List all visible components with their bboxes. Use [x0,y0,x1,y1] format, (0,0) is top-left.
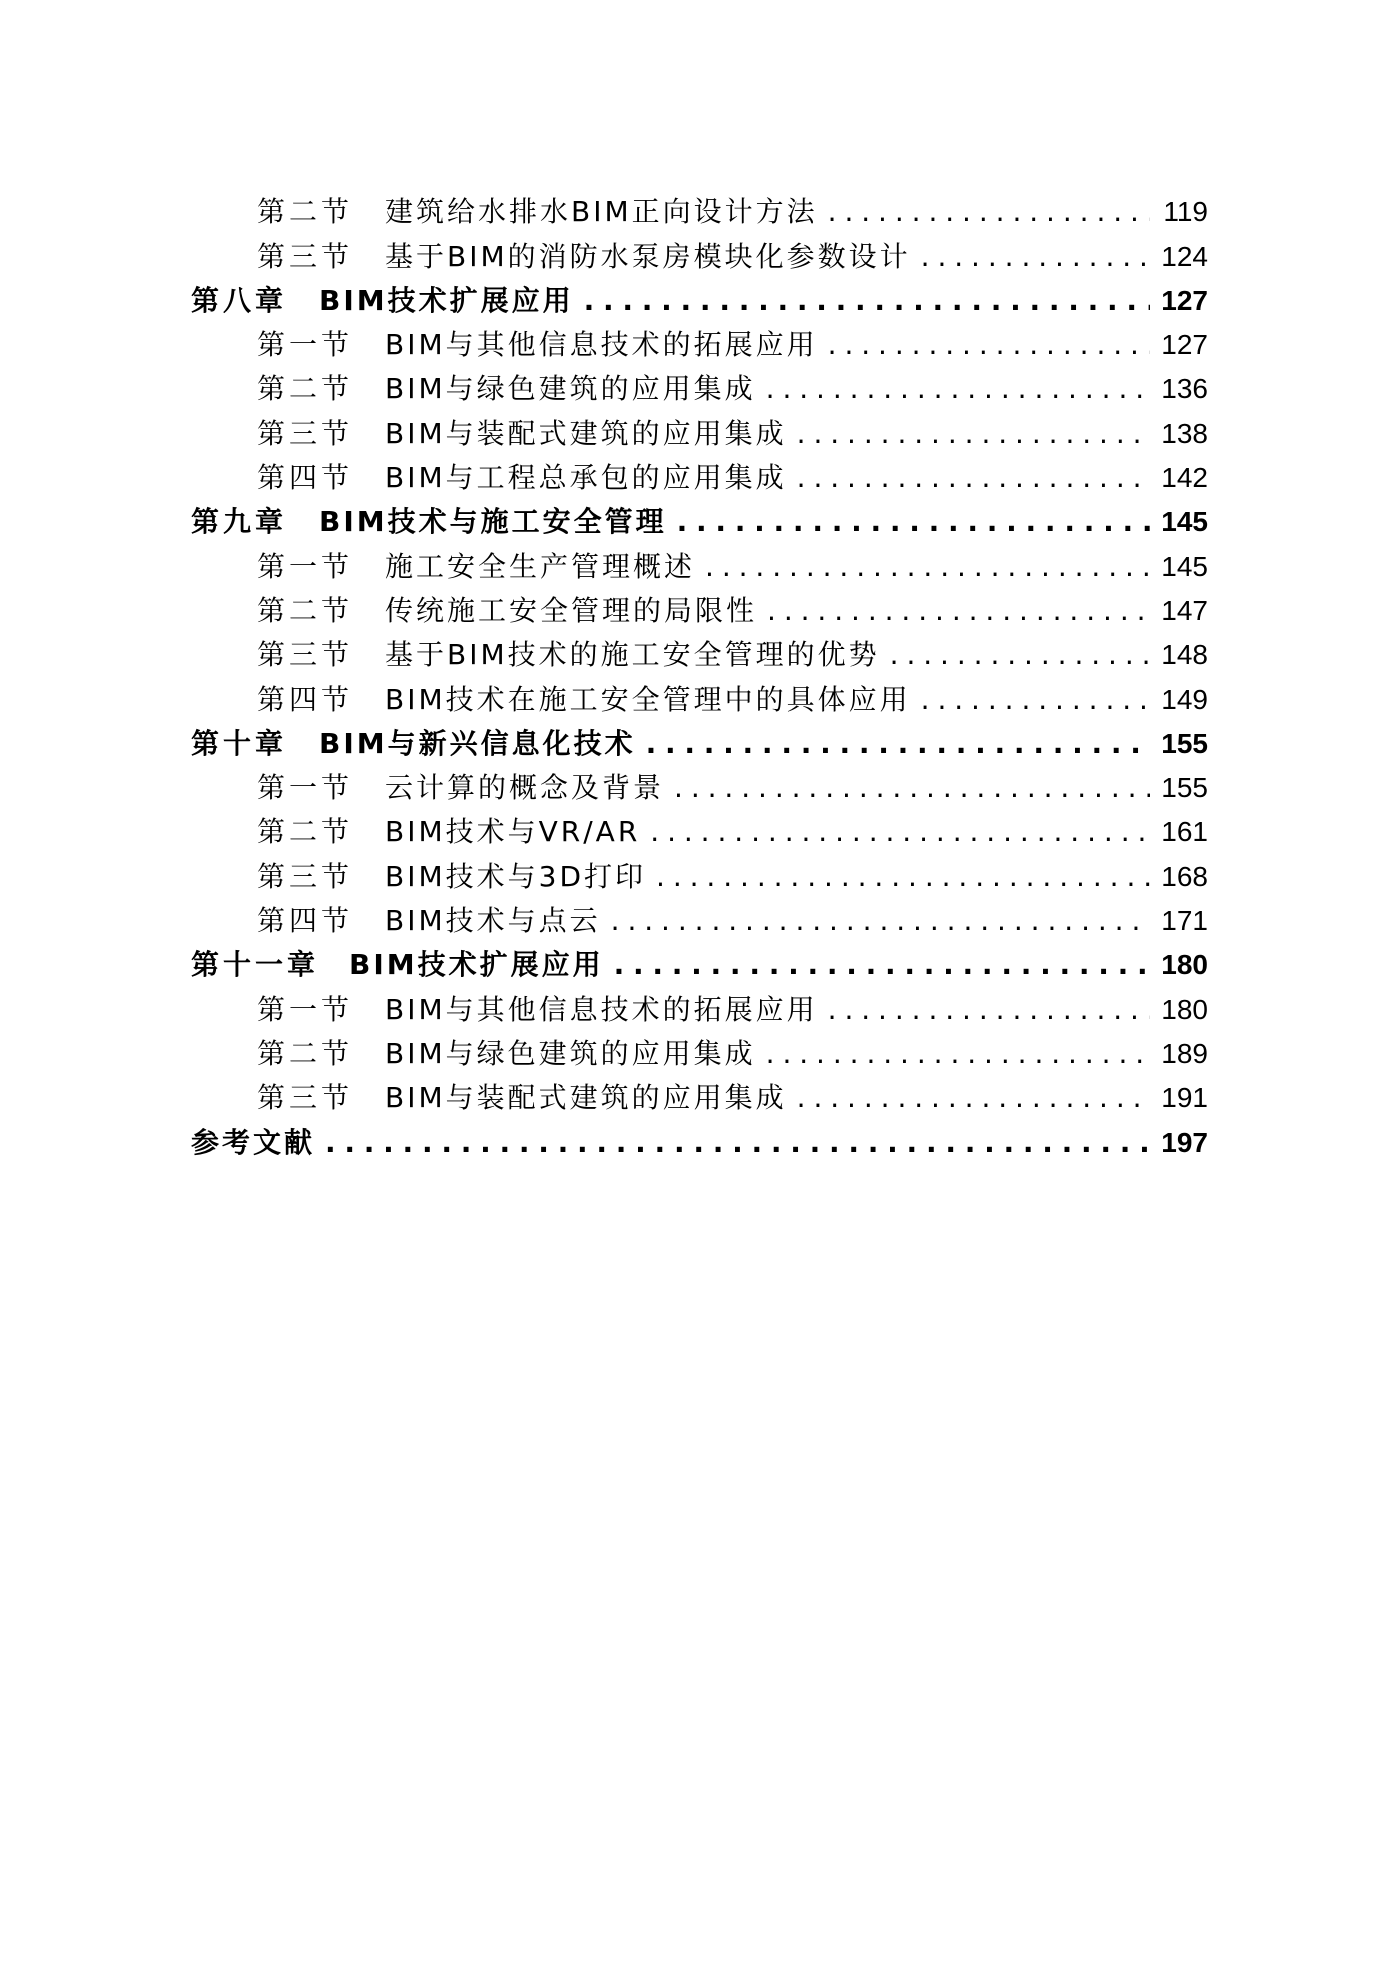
toc-chapter-entry[interactable] [191,279,1208,323]
toc-page-number: 142 [1161,462,1208,494]
toc-dot-leader [584,279,1150,323]
toc-entry-title: BIM与绿色建筑的应用集成 [385,372,756,406]
toc-page-number: 191 [1161,1082,1208,1114]
toc-dot-leader [890,633,1150,677]
toc-entry-number: 第三节 [257,859,354,893]
toc-dot-leader [767,589,1150,633]
toc-dot-leader [828,190,1150,234]
table-of-contents [191,190,1208,1165]
toc-entry-number: 第十章 [191,726,288,760]
toc-entry-title: 建筑给水排水BIM正向设计方法 [385,195,818,229]
toc-page-number: 127 [1161,329,1208,361]
toc-section-entry[interactable] [191,1032,1208,1076]
toc-dot-leader [650,810,1150,854]
toc-section-entry[interactable] [191,677,1208,721]
toc-entry-title: BIM技术在施工安全管理中的具体应用 [385,682,911,716]
toc-entry-number: 第一节 [257,328,354,362]
toc-section-entry[interactable] [191,323,1208,367]
toc-page-number: 168 [1161,860,1208,892]
toc-dot-leader [674,766,1150,810]
toc-entry-title: BIM技术与施工安全管理 [319,505,667,539]
toc-section-entry[interactable] [191,456,1208,500]
toc-page-number: 138 [1161,417,1208,449]
toc-section-entry[interactable] [191,854,1208,898]
toc-entry-number: 第三节 [257,1081,354,1115]
toc-entry-title: BIM技术扩展应用 [349,948,604,982]
toc-dot-leader [677,500,1150,544]
toc-entry-number: 第四节 [257,682,354,716]
toc-section-entry[interactable] [191,589,1208,633]
toc-entry-number: 第二节 [257,1036,354,1070]
toc-entry-title: 云计算的概念及背景 [385,771,665,805]
toc-entry-number: 第二节 [257,593,354,627]
toc-entry-number: 第四节 [257,904,354,938]
toc-entry-number: 第三节 [257,416,354,450]
toc-entry-number: 第九章 [191,505,288,539]
toc-section-entry[interactable] [191,1076,1208,1120]
toc-entry-number: 第一节 [257,992,354,1026]
toc-entry-title: 基于BIM的消防水泵房模块化参数设计 [385,239,911,273]
toc-section-entry[interactable] [191,810,1208,854]
toc-dot-leader [797,412,1150,456]
toc-entry-title: 基于BIM技术的施工安全管理的优势 [385,638,880,672]
toc-entry-number: 第二节 [257,195,354,229]
toc-dot-leader [705,545,1150,589]
toc-page-number: 147 [1161,594,1208,626]
toc-entry-title: 传统施工安全管理的局限性 [385,593,758,627]
toc-entry-title: BIM与工程总承包的应用集成 [385,461,787,495]
toc-dot-leader [766,367,1150,411]
toc-page-number: 189 [1161,1037,1208,1069]
toc-page-number: 171 [1161,905,1208,937]
toc-page-number: 155 [1161,772,1208,804]
toc-entry-title: BIM技术与VR/AR [385,815,641,849]
toc-section-entry[interactable] [191,234,1208,278]
toc-chapter-entry[interactable] [191,722,1208,766]
toc-entry-number: 第三节 [257,638,354,672]
toc-entry-title: 参考文献 [191,1125,316,1159]
toc-entry-number: 第二节 [257,372,354,406]
toc-dot-leader [921,678,1150,722]
toc-page-number: 145 [1161,506,1208,538]
toc-dot-leader [766,1032,1150,1076]
toc-dot-leader [325,1121,1150,1165]
toc-dot-leader [614,943,1150,987]
toc-section-entry[interactable] [191,544,1208,588]
toc-chapter-entry[interactable] [191,500,1208,544]
toc-section-entry[interactable] [191,987,1208,1031]
toc-entry-number: 第一节 [257,549,354,583]
toc-dot-leader [611,899,1150,943]
toc-section-entry[interactable] [191,411,1208,455]
toc-entry-title: BIM技术与点云 [385,904,601,938]
toc-chapter-entry[interactable] [191,943,1208,987]
toc-page-number: 161 [1161,816,1208,848]
toc-section-entry[interactable] [191,899,1208,943]
toc-page-number: 136 [1161,373,1208,405]
toc-section-entry[interactable] [191,367,1208,411]
toc-entry-title: BIM技术扩展应用 [319,283,574,317]
toc-page-number: 119 [1163,196,1208,228]
toc-entry-number: 第三节 [257,239,354,273]
toc-page-number: 155 [1161,727,1208,759]
toc-entry-number: 第二节 [257,815,354,849]
toc-section-entry[interactable] [191,190,1208,234]
toc-entry-title: BIM与装配式建筑的应用集成 [385,1081,787,1115]
toc-references-entry[interactable] [191,1120,1208,1164]
toc-dot-leader [921,235,1150,279]
toc-entry-title: BIM技术与3D打印 [385,859,647,893]
toc-entry-title: BIM与装配式建筑的应用集成 [385,416,787,450]
toc-dot-leader [828,323,1150,367]
toc-dot-leader [656,855,1150,899]
toc-section-entry[interactable] [191,633,1208,677]
toc-dot-leader [646,722,1150,766]
toc-page-number: 180 [1161,993,1208,1025]
toc-page-number: 197 [1161,1126,1208,1158]
toc-page-number: 145 [1161,550,1208,582]
toc-entry-number: 第八章 [191,283,288,317]
toc-entry-number: 第四节 [257,461,354,495]
toc-dot-leader [828,988,1150,1032]
toc-section-entry[interactable] [191,766,1208,810]
toc-entry-title: BIM与绿色建筑的应用集成 [385,1036,756,1070]
toc-page-number: 148 [1161,639,1208,671]
toc-page-number: 127 [1161,284,1208,316]
toc-entry-title: BIM与其他信息技术的拓展应用 [385,328,818,362]
toc-entry-title: BIM与新兴信息化技术 [319,726,636,760]
toc-page-number: 180 [1161,949,1208,981]
toc-page-number: 124 [1161,240,1208,272]
toc-entry-number: 第十一章 [191,948,320,982]
toc-dot-leader [797,1076,1150,1120]
toc-entry-number: 第一节 [257,771,354,805]
toc-entry-title: BIM与其他信息技术的拓展应用 [385,992,818,1026]
toc-page-number: 149 [1161,683,1208,715]
toc-dot-leader [797,456,1150,500]
toc-entry-title: 施工安全生产管理概述 [385,549,696,583]
